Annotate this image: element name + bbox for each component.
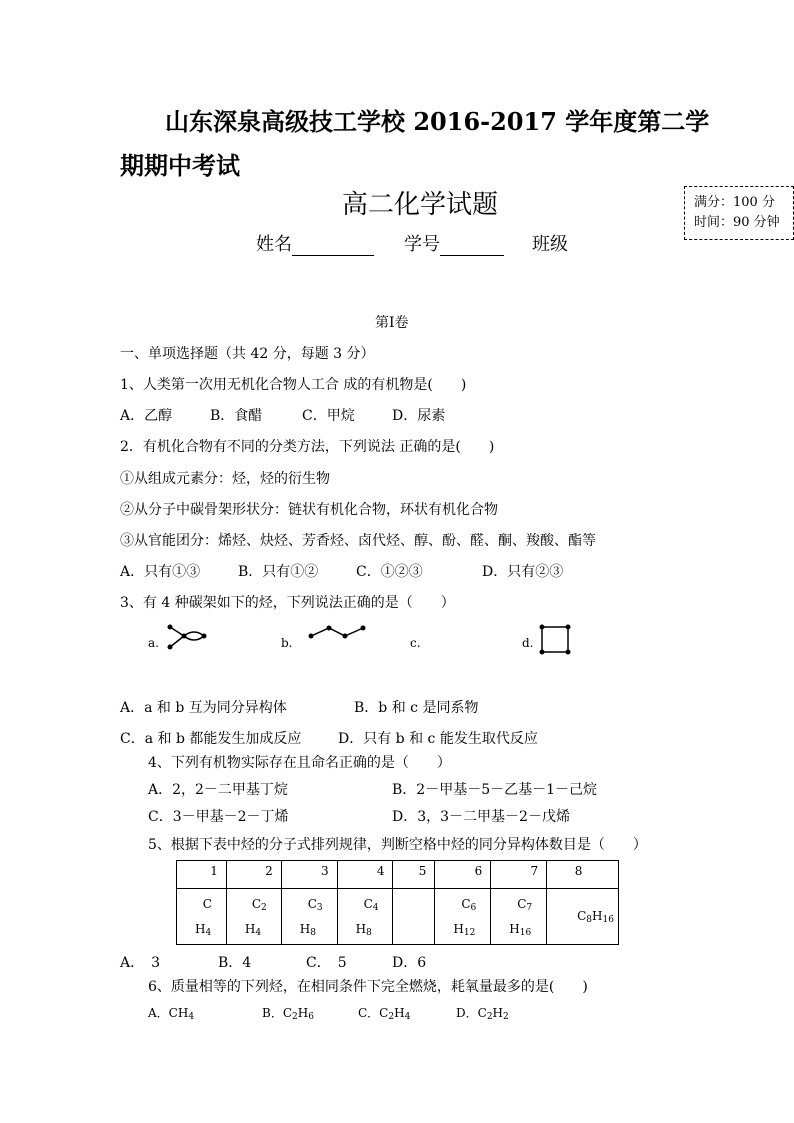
formula-cell-3 xyxy=(281,889,337,945)
q5-stem: 5、根据下表中烃的分子式排列规律，判断空格中烃的同分异构体数目是（ ） xyxy=(148,837,647,853)
exam-time: 时间：90 分钟 xyxy=(694,215,780,230)
q6-option-c[interactable]: C．$C_2H_4$ xyxy=(358,1006,411,1022)
q2-option-d[interactable]: D．只有②③ xyxy=(482,564,564,580)
q2-stem: 2．有机化合物有不同的分类方法，下列说法 正确的是( ) xyxy=(120,439,495,455)
table-header-cell: 6 xyxy=(435,861,491,889)
q1-option-c[interactable]: C．甲烷 xyxy=(302,408,355,424)
q2-item-3: ③从官能团分：烯烃、炔烃、芳香烃、卤代烃、醇、酚、醛、酮、羧酸、酯等 xyxy=(120,533,596,549)
full-marks: 满分：100 分 xyxy=(694,195,775,210)
structure-d-diagram xyxy=(536,622,576,658)
number-blank[interactable] xyxy=(440,237,504,256)
q4-option-d[interactable]: D．3，3－二甲基－2－戊烯 xyxy=(392,809,570,825)
q6-option-d[interactable]: D．$C_2H_2$ xyxy=(456,1006,509,1022)
q1-stem: 1、人类第一次用无机化合物人工合 成的有机物是( ) xyxy=(120,377,467,393)
formula-cell-5-blank xyxy=(393,889,435,945)
carbon-count: $C_3$ xyxy=(307,897,323,913)
formula-cell-4 xyxy=(337,889,393,945)
class-label: 班级 xyxy=(532,234,568,255)
hydrogen-count: $H_4$ xyxy=(244,922,262,938)
carbon-count: $C_4$ xyxy=(363,897,379,913)
subject-title: 高二化学试题 xyxy=(342,190,499,220)
formula-c8h16: $C_8H_{16}$ xyxy=(577,909,614,925)
formula-cell-1 xyxy=(177,889,227,945)
q3-option-d[interactable]: D．只有 b 和 c 能发生取代反应 xyxy=(338,731,538,747)
student-info-row xyxy=(256,230,568,256)
q2-option-b[interactable]: B．只有①② xyxy=(238,564,319,580)
q5-option-d[interactable]: D．6 xyxy=(392,955,427,971)
q3-option-c[interactable]: C．a 和 b 都能发生加成反应 xyxy=(120,731,302,747)
exam-title-line2: 期期中考试 xyxy=(120,151,240,180)
structure-a-diagram xyxy=(160,620,220,660)
name-label: 姓名 xyxy=(256,234,292,255)
number-label: 学号 xyxy=(404,234,440,255)
formula-cell-6 xyxy=(435,889,491,945)
q4-option-b[interactable]: B．2－甲基－5－乙基－1－己烷 xyxy=(392,782,598,798)
name-blank[interactable] xyxy=(292,237,374,256)
q3-option-b[interactable]: B．b 和 c 是同系物 xyxy=(354,700,479,716)
q4-option-c[interactable]: C．3－甲基－2－丁烯 xyxy=(148,809,289,825)
q2-item-2: ②从分子中碳骨架形状分：链状有机化合物，环状有机化合物 xyxy=(120,502,498,518)
structure-b-diagram xyxy=(305,622,375,646)
q4-stem: 4、下列有机物实际存在且命名正确的是（ ） xyxy=(148,755,451,771)
formula-cell-7 xyxy=(491,889,547,945)
carbon-count: $C_6$ xyxy=(461,897,477,913)
exam-title-line1: 山东深泉高级技工学校 2016-2017 学年度第二学 xyxy=(165,107,710,136)
q1-option-a[interactable]: A．乙醇 xyxy=(120,408,173,424)
formula-cell-2 xyxy=(226,889,281,945)
q4-option-a[interactable]: A．2，2－二甲基丁烷 xyxy=(148,782,288,798)
table-formula-row xyxy=(177,889,619,945)
part-header: 一、单项选择题（共 42 分，每题 3 分） xyxy=(120,346,375,362)
q6-option-a[interactable]: A．$CH_4$ xyxy=(148,1006,195,1022)
q1-option-d[interactable]: D．尿素 xyxy=(392,408,446,424)
carbon-count: C xyxy=(202,897,212,911)
q3-label-b: b. xyxy=(281,636,293,650)
hydrogen-count: $H_8$ xyxy=(355,922,372,938)
q6-stem: 6、质量相等的下列烃，在相同条件下完全燃烧，耗氧量最多的是( ) xyxy=(148,979,588,995)
table-header-cell: 3 xyxy=(281,861,337,889)
score-box xyxy=(684,186,794,240)
q3-stem: 3、有 4 种碳架如下的烃，下列说法正确的是（ ） xyxy=(120,595,455,611)
q2-option-a[interactable]: A．只有①③ xyxy=(120,564,201,580)
table-header-cell: 7 xyxy=(491,861,547,889)
q2-item-1: ①从组成元素分：烃，烃的衍生物 xyxy=(120,471,330,487)
table-header-cell: 1 xyxy=(177,861,227,889)
molecular-formula-table xyxy=(176,860,619,945)
q3-label-c: c. xyxy=(410,636,421,650)
table-header-cell: 8 xyxy=(547,861,619,889)
carbon-count: $C_7$ xyxy=(517,897,533,913)
hydrogen-count: $H_{16}$ xyxy=(509,922,532,938)
q3-label-a: a. xyxy=(148,636,159,650)
q5-option-c[interactable]: C． 5 xyxy=(306,955,347,971)
table-header-cell: 5 xyxy=(393,861,435,889)
table-header-row xyxy=(177,861,619,889)
hydrogen-count: $H_8$ xyxy=(299,922,316,938)
q3-option-a[interactable]: A．a 和 b 互为同分异构体 xyxy=(120,700,287,716)
q6-option-b[interactable]: B．$C_2H_6$ xyxy=(262,1006,314,1022)
q5-option-a[interactable]: A． 3 xyxy=(120,955,161,971)
q5-option-b[interactable]: B．4 xyxy=(218,955,252,971)
q3-label-d: d. xyxy=(522,636,534,650)
section-title: 第Ⅰ卷 xyxy=(375,315,409,331)
table-header-cell: 4 xyxy=(337,861,393,889)
table-header-cell: 2 xyxy=(226,861,281,889)
hydrogen-count: $H_{12}$ xyxy=(453,922,476,938)
hydrogen-count: $H_4$ xyxy=(195,922,212,938)
q1-option-b[interactable]: B．食醋 xyxy=(210,408,263,424)
formula-cell-8 xyxy=(547,889,619,945)
carbon-count: $C_2$ xyxy=(251,897,267,913)
q2-option-c[interactable]: C．①②③ xyxy=(356,564,423,580)
